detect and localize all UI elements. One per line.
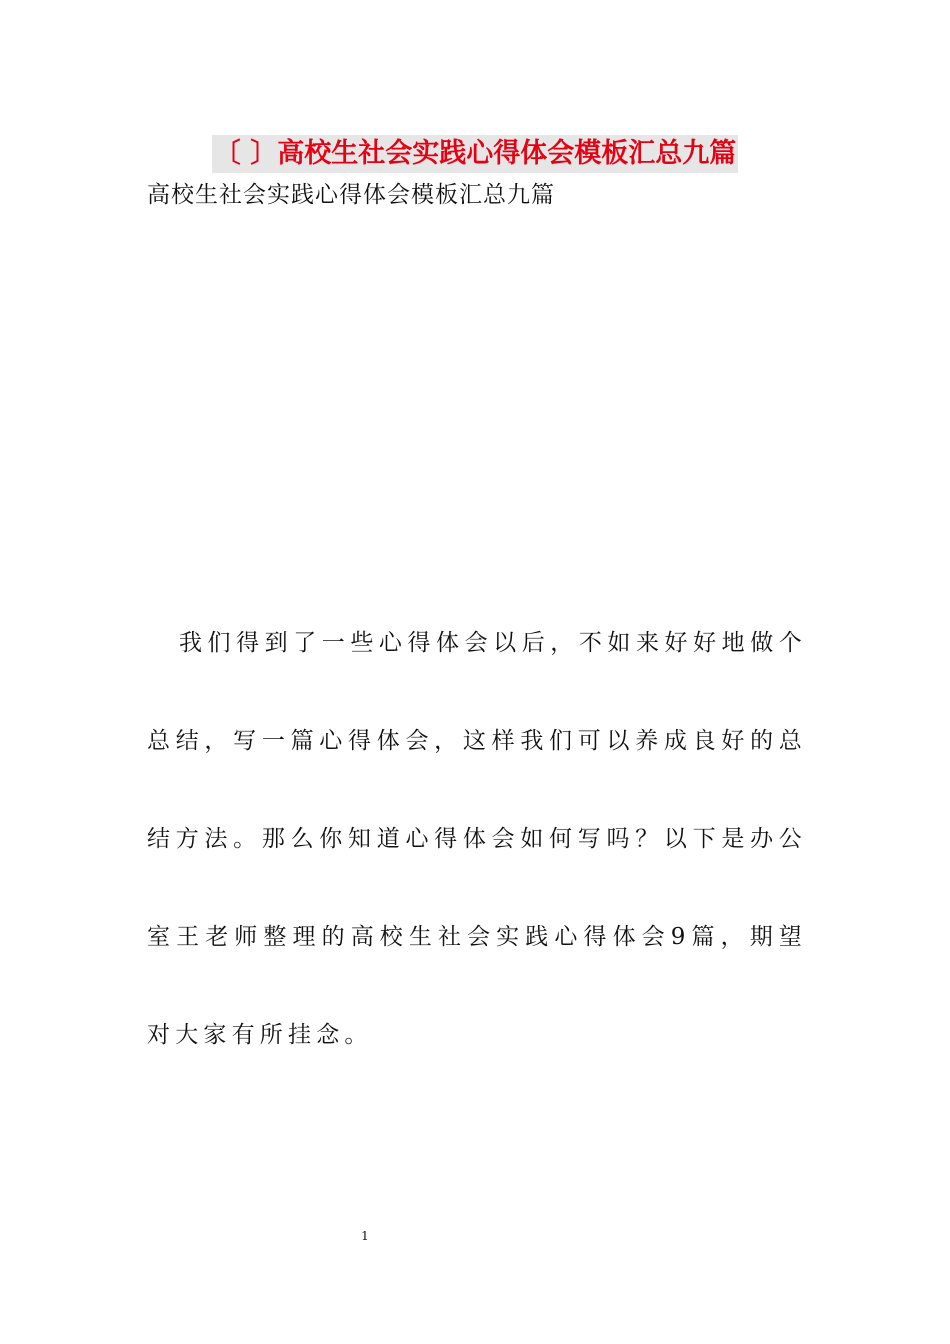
document-title-text: 〔 〕高校生社会实践心得体会模板汇总九篇 <box>212 135 738 173</box>
document-title <box>0 132 950 173</box>
document-subtitle: 高校生社会实践心得体会模板汇总九篇 <box>147 182 555 208</box>
page-number: 1 <box>361 1229 369 1243</box>
body-paragraph: 我们得到了一些心得体会以后，不如来好好地做个总结，写一篇心得体会，这样我们可以养成良好的总结方法。那么你知道心得体会如何写吗？以下是办公室王老师整理的高校生社会实践心得体会9篇，期望对大家有所挂念。 <box>147 630 807 1048</box>
